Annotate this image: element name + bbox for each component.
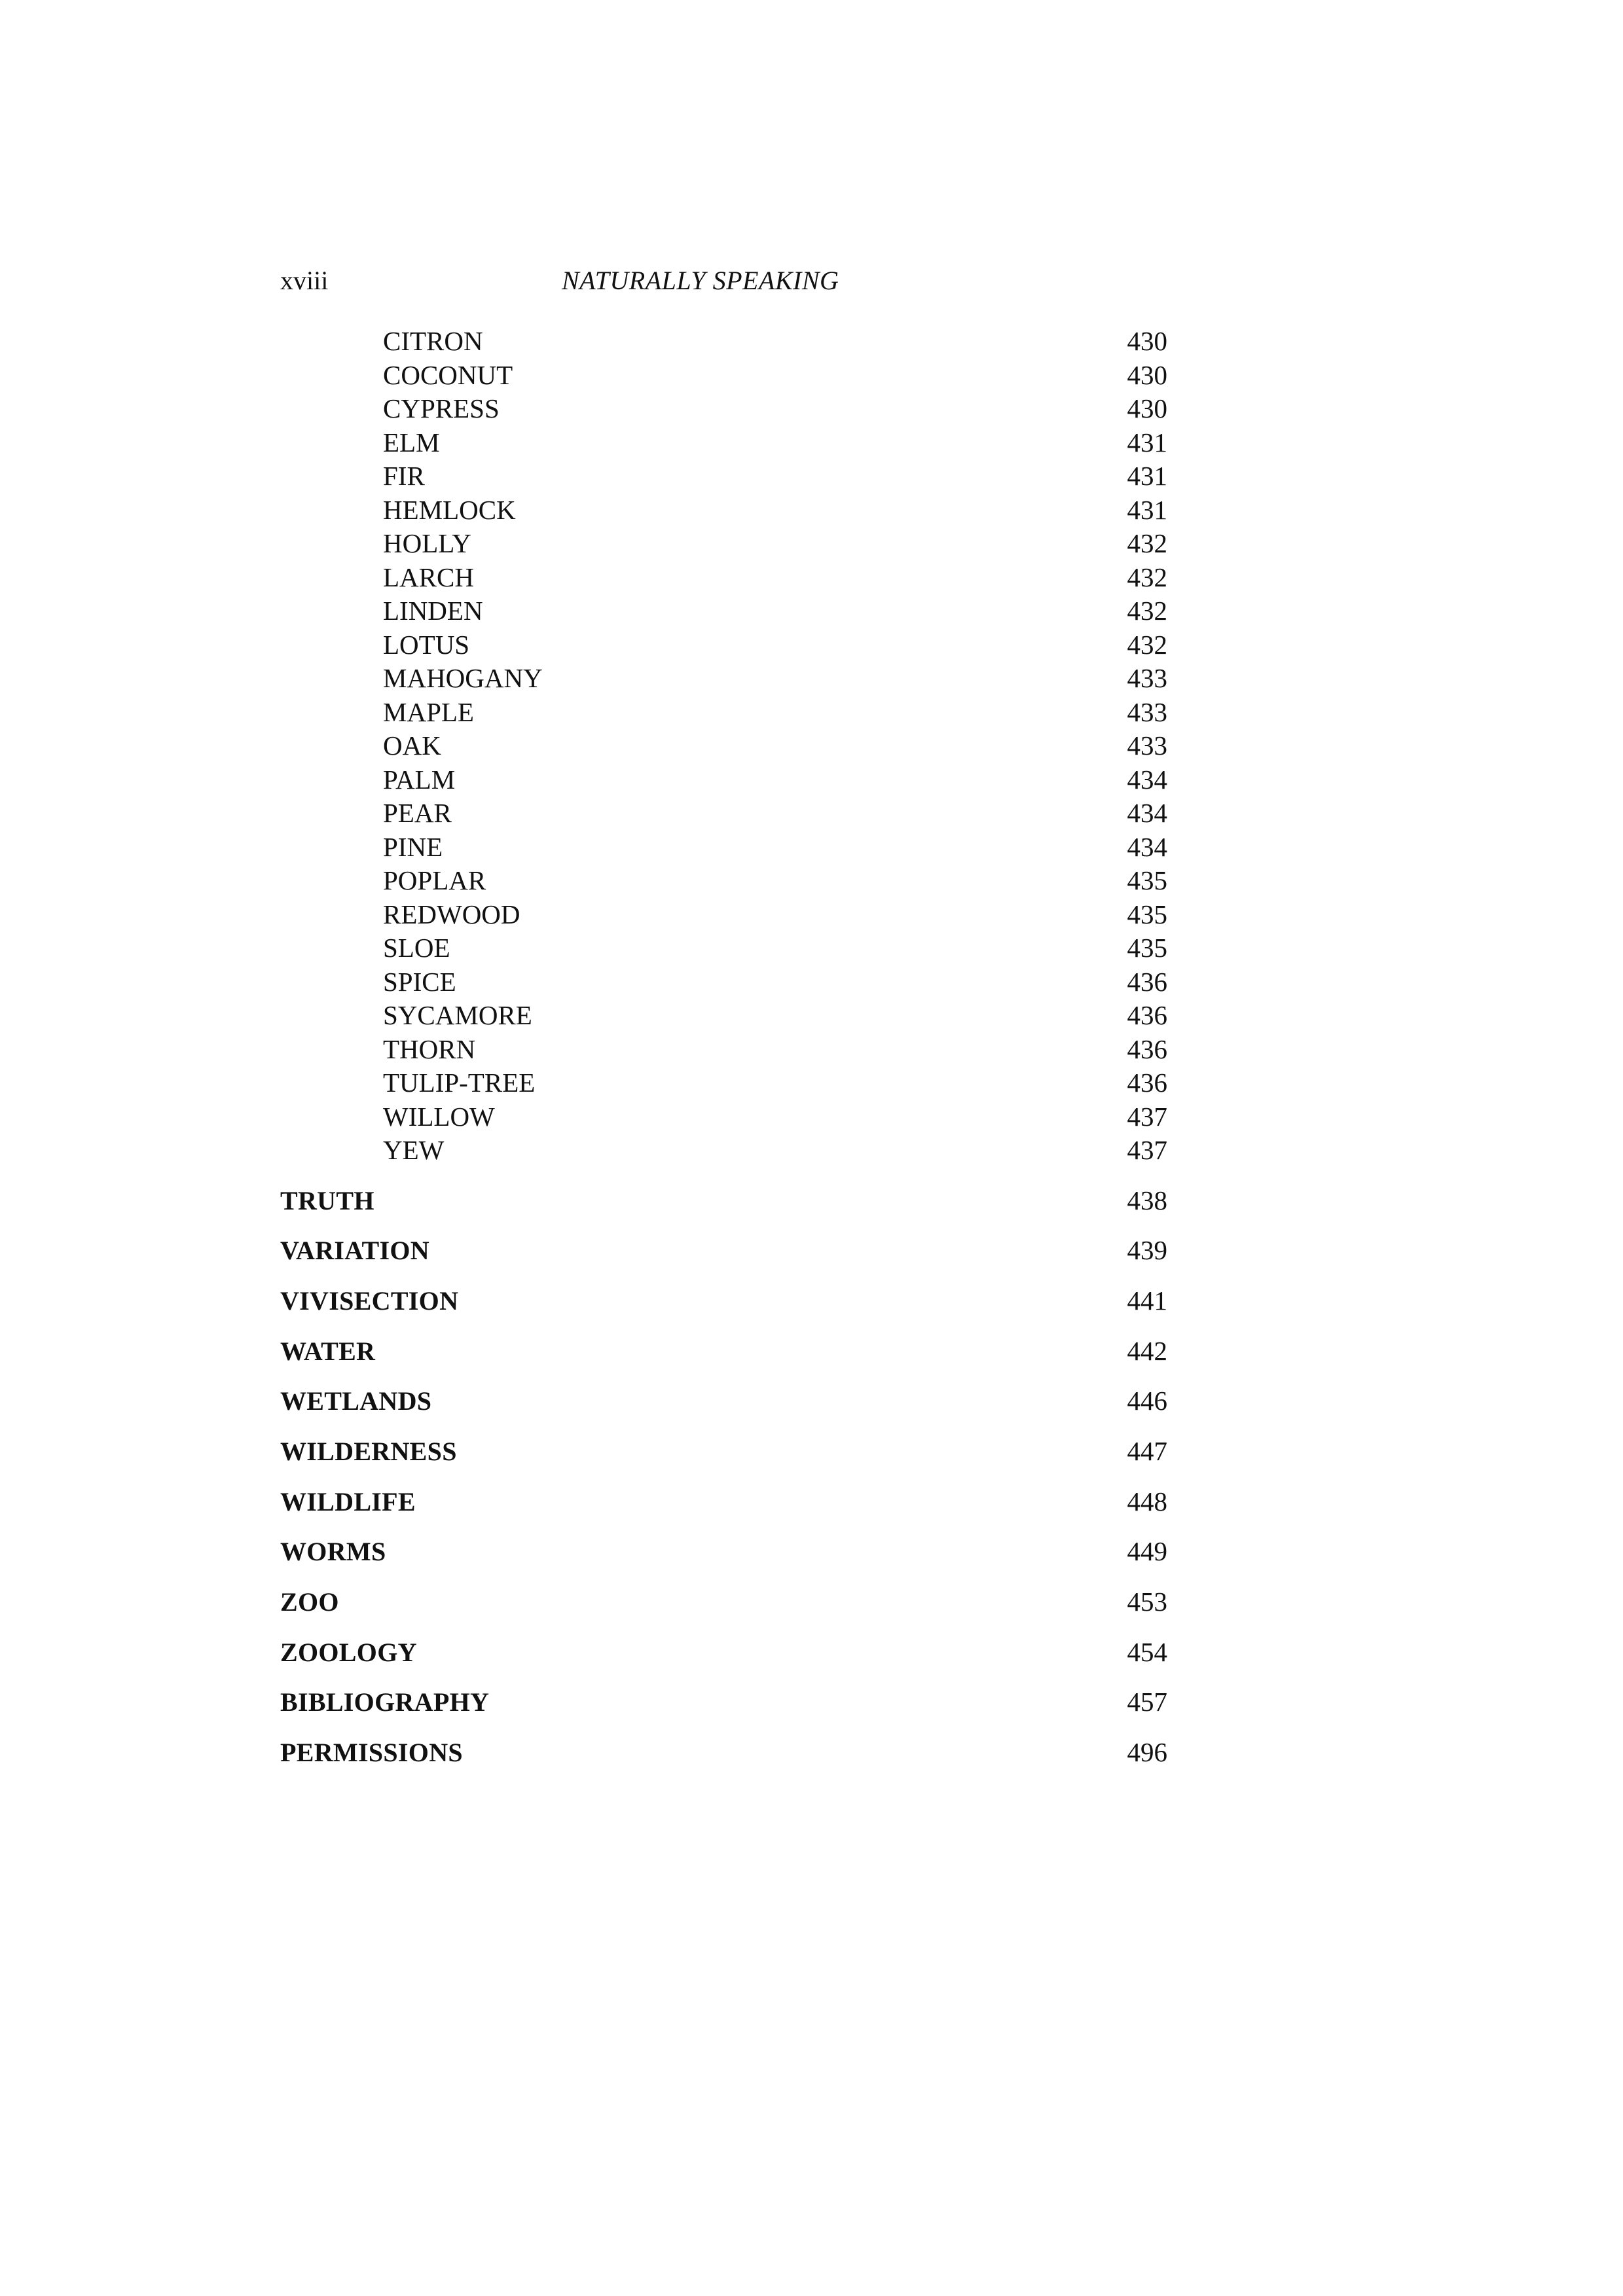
entry-title: POPLAR bbox=[383, 865, 486, 895]
toc-sub-entry bbox=[280, 1100, 1167, 1134]
toc-sub-entry bbox=[280, 696, 1167, 730]
entry-title: VARIATION bbox=[280, 1236, 429, 1266]
entry-page: 436 bbox=[1127, 1033, 1167, 1064]
entry-page: 441 bbox=[1127, 1285, 1167, 1316]
entry-page: 436 bbox=[1127, 1067, 1167, 1098]
toc-main-entry bbox=[280, 1636, 1167, 1686]
page-number: xviii bbox=[280, 266, 329, 295]
entry-title: CITRON bbox=[383, 326, 483, 356]
toc-main-entry bbox=[280, 1585, 1167, 1636]
toc-sub-entry bbox=[280, 359, 1167, 393]
entry-page: 432 bbox=[1127, 562, 1167, 592]
entry-page: 435 bbox=[1127, 865, 1167, 895]
toc-main-entry bbox=[280, 1384, 1167, 1435]
entry-title: SLOE bbox=[383, 933, 450, 963]
entry-title: LINDEN bbox=[383, 596, 483, 626]
entry-title: LARCH bbox=[383, 562, 474, 592]
toc-main-entry bbox=[280, 1184, 1167, 1234]
toc-main-entry bbox=[280, 1234, 1167, 1284]
entry-page: 431 bbox=[1127, 494, 1167, 525]
entry-page: 433 bbox=[1127, 696, 1167, 727]
entry-title: WILDERNESS bbox=[280, 1436, 457, 1466]
entry-title: OAK bbox=[383, 730, 441, 761]
toc-sub-entry bbox=[280, 459, 1167, 493]
entry-page: 442 bbox=[1127, 1335, 1167, 1366]
entry-title: FIR bbox=[383, 461, 425, 491]
entry-title: BIBLIOGRAPHY bbox=[280, 1687, 490, 1717]
entry-page: 438 bbox=[1127, 1185, 1167, 1215]
entry-title: PALM bbox=[383, 764, 456, 795]
toc-sub-entry bbox=[280, 594, 1167, 628]
toc-sub-entry bbox=[280, 527, 1167, 561]
entry-page: 447 bbox=[1127, 1435, 1167, 1466]
entry-title: WATER bbox=[280, 1336, 376, 1366]
entry-title: YEW bbox=[383, 1135, 445, 1165]
entry-page: 433 bbox=[1127, 730, 1167, 761]
entry-title: MAHOGANY bbox=[383, 663, 543, 693]
toc-main-entry bbox=[280, 1485, 1167, 1535]
entry-page: 431 bbox=[1127, 427, 1167, 457]
entry-page: 434 bbox=[1127, 764, 1167, 795]
entry-page: 434 bbox=[1127, 831, 1167, 862]
entry-title: WILDLIFE bbox=[280, 1486, 416, 1516]
entry-title: PINE bbox=[383, 831, 443, 862]
toc-sub-entry bbox=[280, 628, 1167, 662]
main-entry-list bbox=[280, 1184, 1167, 1786]
toc-sub-entry bbox=[280, 561, 1167, 595]
entry-page: 434 bbox=[1127, 798, 1167, 828]
entry-title: CYPRESS bbox=[383, 393, 500, 423]
entry-page: 448 bbox=[1127, 1486, 1167, 1516]
toc-sub-entry bbox=[280, 325, 1167, 359]
entry-title: WILLOW bbox=[383, 1101, 495, 1132]
sub-entry-list bbox=[280, 325, 1167, 1168]
entry-page: 433 bbox=[1127, 663, 1167, 693]
entry-title: HOLLY bbox=[383, 528, 471, 558]
entry-title: ELM bbox=[383, 427, 440, 457]
entry-page: 437 bbox=[1127, 1101, 1167, 1132]
entry-title: LOTUS bbox=[383, 629, 470, 660]
entry-title: WETLANDS bbox=[280, 1386, 432, 1416]
entry-page: 430 bbox=[1127, 393, 1167, 423]
entry-page: 432 bbox=[1127, 629, 1167, 660]
toc-sub-entry bbox=[280, 1134, 1167, 1168]
toc-sub-entry bbox=[280, 931, 1167, 965]
section-gap bbox=[280, 1168, 1167, 1184]
entry-page: 435 bbox=[1127, 933, 1167, 963]
entry-page: 437 bbox=[1127, 1135, 1167, 1165]
running-head bbox=[280, 265, 1167, 304]
toc-sub-entry bbox=[280, 831, 1167, 865]
entry-page: 496 bbox=[1127, 1737, 1167, 1768]
entry-page: 457 bbox=[1127, 1687, 1167, 1717]
entry-title: COCONUT bbox=[383, 359, 513, 390]
entry-page: 435 bbox=[1127, 899, 1167, 929]
toc-sub-entry bbox=[280, 965, 1167, 999]
toc-sub-entry bbox=[280, 729, 1167, 763]
toc-sub-entry bbox=[280, 1066, 1167, 1100]
entry-title: TULIP-TREE bbox=[383, 1067, 536, 1098]
entry-title: SPICE bbox=[383, 966, 456, 997]
entry-page: 449 bbox=[1127, 1536, 1167, 1567]
entry-page: 430 bbox=[1127, 359, 1167, 390]
entry-title: ZOO bbox=[280, 1587, 339, 1617]
entry-page: 439 bbox=[1127, 1235, 1167, 1266]
table-of-contents bbox=[280, 325, 1167, 1786]
entry-title: PERMISSIONS bbox=[280, 1738, 463, 1768]
entry-title: ZOOLOGY bbox=[280, 1637, 417, 1667]
toc-main-entry bbox=[280, 1736, 1167, 1786]
entry-page: 454 bbox=[1127, 1636, 1167, 1667]
entry-title: THORN bbox=[383, 1033, 476, 1064]
entry-title: VIVISECTION bbox=[280, 1285, 459, 1316]
toc-main-entry bbox=[280, 1435, 1167, 1485]
toc-main-entry bbox=[280, 1535, 1167, 1585]
toc-sub-entry bbox=[280, 999, 1167, 1033]
entry-title: TRUTH bbox=[280, 1185, 374, 1215]
toc-sub-entry bbox=[280, 763, 1167, 797]
toc-sub-entry bbox=[280, 898, 1167, 932]
entry-page: 436 bbox=[1127, 1000, 1167, 1030]
entry-title: PEAR bbox=[383, 798, 452, 828]
entry-title: HEMLOCK bbox=[383, 494, 516, 525]
toc-sub-entry bbox=[280, 662, 1167, 696]
toc-main-entry bbox=[280, 1335, 1167, 1385]
toc-sub-entry bbox=[280, 493, 1167, 528]
entry-title: SYCAMORE bbox=[383, 1000, 532, 1030]
entry-title: MAPLE bbox=[383, 696, 474, 727]
toc-main-entry bbox=[280, 1284, 1167, 1335]
toc-sub-entry bbox=[280, 797, 1167, 831]
entry-title: REDWOOD bbox=[383, 899, 520, 929]
entry-page: 436 bbox=[1127, 966, 1167, 997]
book-title: NATURALLY SPEAKING bbox=[562, 266, 839, 295]
entry-page: 432 bbox=[1127, 528, 1167, 558]
toc-main-entry bbox=[280, 1685, 1167, 1736]
entry-page: 432 bbox=[1127, 596, 1167, 626]
entry-title: WORMS bbox=[280, 1537, 386, 1567]
entry-page: 446 bbox=[1127, 1386, 1167, 1416]
toc-sub-entry bbox=[280, 426, 1167, 460]
toc-sub-entry bbox=[280, 1033, 1167, 1067]
entry-page: 430 bbox=[1127, 326, 1167, 356]
entry-page: 453 bbox=[1127, 1587, 1167, 1617]
toc-sub-entry bbox=[280, 392, 1167, 426]
entry-page: 431 bbox=[1127, 461, 1167, 491]
toc-sub-entry bbox=[280, 864, 1167, 898]
